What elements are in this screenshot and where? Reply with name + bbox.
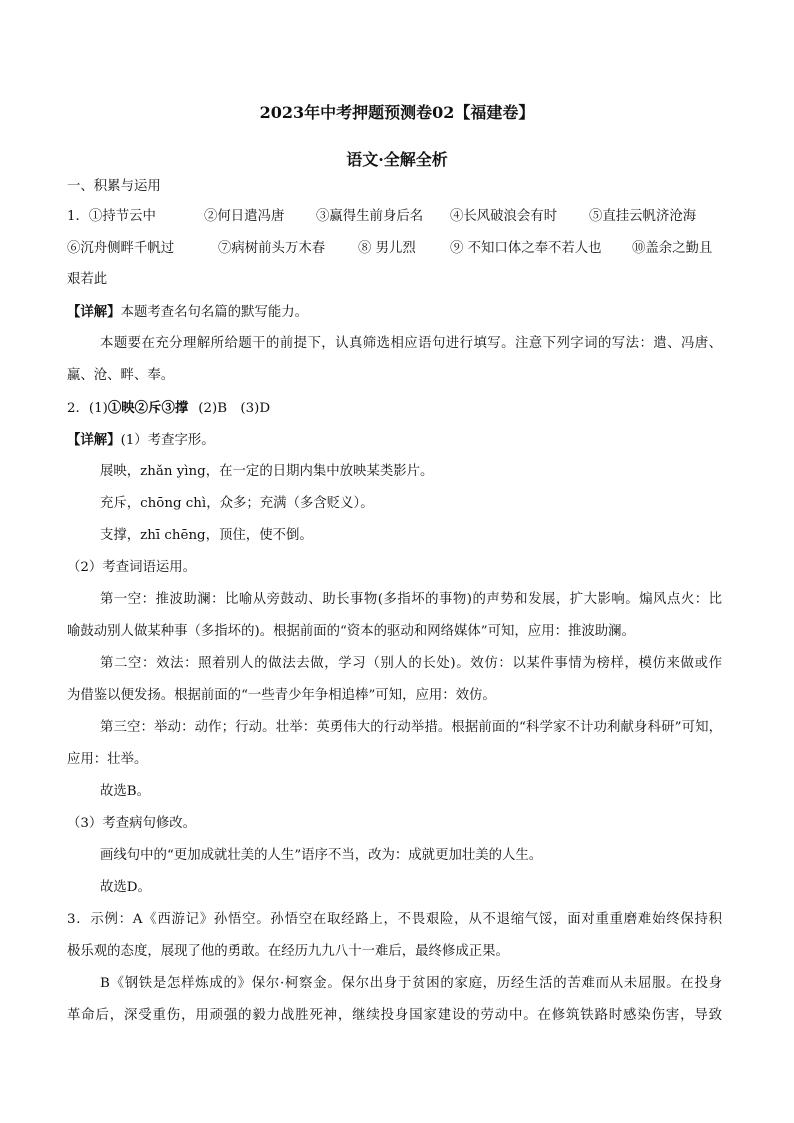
detail-text: 本题考查名句名篇的默写能力。	[120, 305, 309, 320]
paragraph-line: 第二空：效法：照着别人的做法去做，学习（别人的长处)。效仿：以某件事情为榜样，模仿来做或作	[100, 656, 722, 671]
page-title: 2023年中考押题预测卷02【福建卷】	[259, 103, 535, 122]
answer-item: ①持节云中	[88, 209, 156, 224]
paragraph-line: 赢、沧、畔、奉。	[67, 368, 175, 383]
question-number: 1．	[67, 209, 89, 224]
paragraph-line: 本题要在充分理解所给题干的前提下，认真筛选相应语句进行填写。注意下列字词的写法：遣、冯唐、	[100, 336, 722, 351]
paragraph-line: B《钢铁是怎样炼成的》保尔·柯察金。保尔出身于贫困的家庭，历经生活的苦难而从未屈服。在投身	[100, 976, 722, 991]
word-explanation: 展映，zhǎn yìng，在一定的日期内集中放映某类影片。	[100, 464, 434, 479]
answer-bold: ①映②斥③撑	[107, 400, 189, 416]
detail-paragraph	[67, 303, 308, 322]
paragraph-line: 第一空：推波助澜：比喻从旁鼓动、助长事物(多指坏的事物)的声势和发展，扩大影响。煽风点火：比	[100, 592, 722, 607]
answer-item: ③赢得生前身后名	[316, 209, 424, 224]
paragraph-line: 第三空：举动：动作；行动。壮举：英勇伟大的行动举措。根据前面的“科学家不计功利献身科研”可知，	[100, 720, 722, 735]
paragraph-line: 为借鉴以便发扬。根据前面的“一些青少年争相追棒”可知，应用：效仿。	[67, 688, 496, 703]
answer-choice: 故选B。	[100, 784, 151, 799]
sub-question-heading: （2）考查词语运用。	[67, 560, 197, 575]
paragraph-line: 画线句中的“更加成就壮美的人生”语序不当，改为：成就更加壮美的人生。	[100, 848, 543, 863]
answer-continuation: 艰若此	[67, 272, 108, 287]
detail-paragraph	[67, 431, 215, 450]
section-heading: 一、积累与运用	[67, 179, 161, 194]
paragraph-line: 应用：壮举。	[67, 752, 148, 767]
answer-item: ⑥沉舟侧畔千帆过	[67, 241, 175, 256]
answer-item: ②何日遣冯唐	[204, 209, 285, 224]
answer-item: ④长风破浪会有时	[450, 209, 558, 224]
detail-label: 【详解】	[67, 432, 121, 448]
paragraph-line: 极乐观的态度，展现了他的勇敢。在经历九九八十一难后，最终修成正果。	[67, 944, 509, 959]
answer-rest: (2)B (3)D	[198, 401, 271, 416]
detail-text: (1）考查字形。	[120, 433, 215, 448]
paragraph-line: 3．示例：A《西游记》孙悟空。孙悟空在取经路上，不畏艰险，从不退缩气馁，面对重重磨难始终保持积	[67, 912, 722, 927]
detail-label: 【详解】	[67, 304, 121, 320]
word-explanation: 支撑，zhī chēng，顶住，使不倒。	[100, 528, 313, 543]
answer-item: ⑤直挂云帆济沧海	[589, 209, 697, 224]
q1-answer-row-1	[67, 208, 156, 226]
answer-item: ⑧ 男儿烈	[358, 241, 416, 256]
sub-question-heading: （3）考查病句修改。	[67, 816, 197, 831]
page-subtitle: 语文·全解全析	[346, 150, 448, 169]
answer-item: ⑩盖余之勤且	[632, 241, 713, 256]
answer-prefix: 2．(1)	[67, 401, 108, 416]
paragraph-line: 革命后，深受重伤，用顽强的毅力战胜死神，继续投身国家建设的劳动中。在修筑铁路时感染伤害，导致	[67, 1008, 722, 1023]
answer-item: ⑦病树前头万木春	[218, 241, 326, 256]
answer-choice: 故选D。	[100, 880, 151, 895]
paragraph-line: 喻鼓动别人做某种事（多指坏的)。根据前面的“资本的驱动和网络媒体”可知，应用：推波助澜。	[67, 624, 635, 639]
answer-item: ⑨ 不知口体之奉不若人也	[450, 241, 602, 256]
word-explanation: 充斥，chōng chì，众多；充满（多含贬义）。	[100, 496, 374, 511]
q2-answer	[67, 399, 270, 418]
